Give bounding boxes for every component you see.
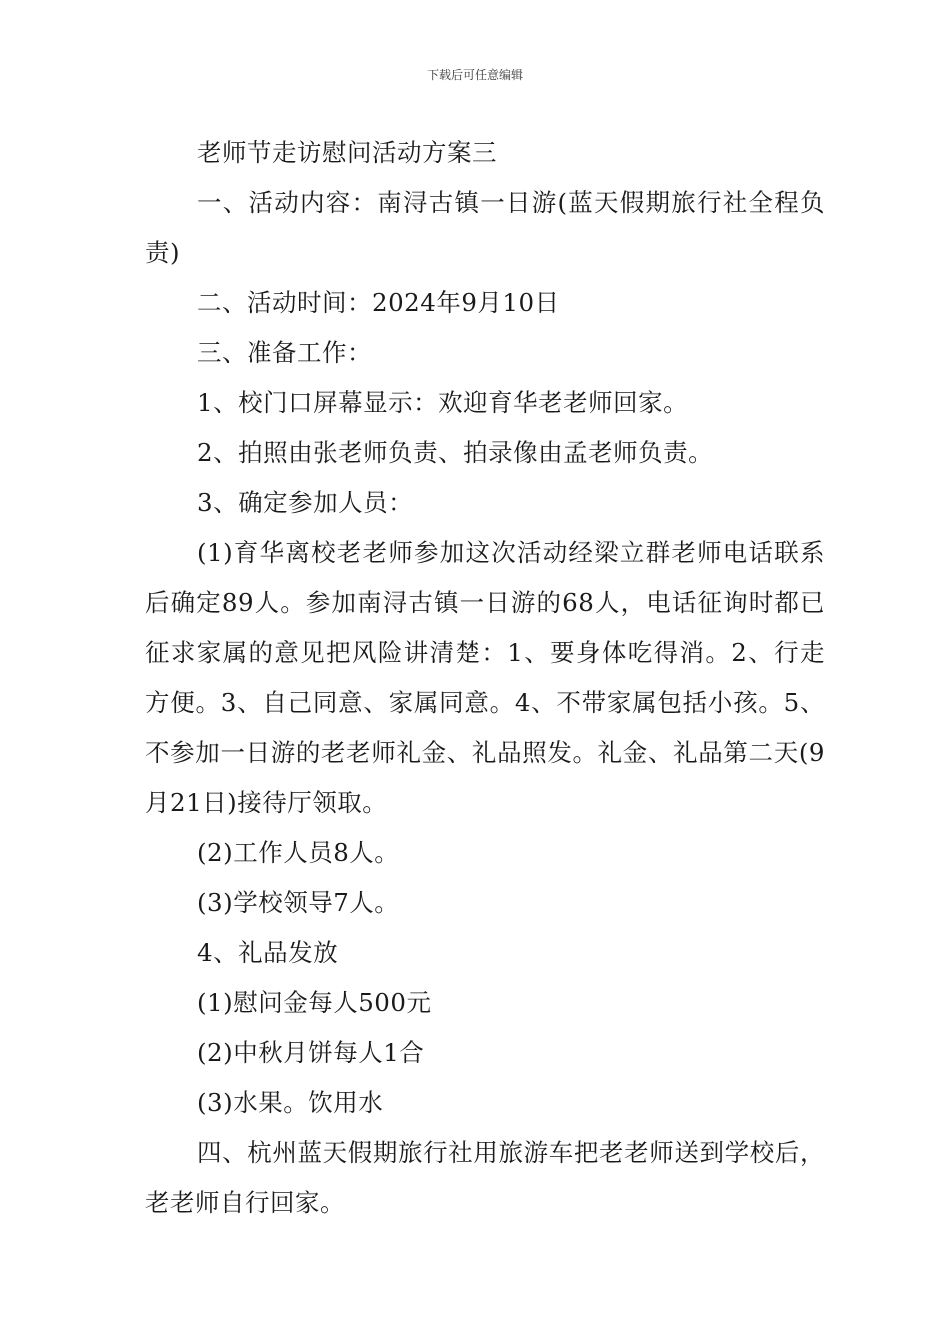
paragraph-leaders: (3)学校领导7人。 — [197, 888, 400, 917]
document-body — [145, 128, 825, 1228]
page-header-note: 下载后可任意编辑 — [426, 68, 523, 82]
paragraph-fruit-water: (3)水果。饮用水 — [197, 1088, 384, 1117]
paragraph-participants-heading: 3、确定参加人员： — [197, 488, 414, 517]
document-title: 老师节走访慰问活动方案三 — [197, 138, 497, 167]
paragraph-mooncakes: (2)中秋月饼每人1合 — [197, 1038, 425, 1067]
paragraph-preparation-heading: 三、准备工作： — [197, 338, 372, 367]
paragraph-return-home: 四、杭州蓝天假期旅行社用旅游车把老老师送到学校后，老老师自行回家。 — [145, 1138, 825, 1217]
paragraph-activity-time: 二、活动时间：2024年9月10日 — [197, 288, 560, 317]
paragraph-condolence-money: (1)慰问金每人500元 — [197, 988, 432, 1017]
paragraph-activity-content: 一、活动内容：南浔古镇一日游(蓝天假期旅行社全程负责) — [145, 188, 825, 267]
paragraph-gifts-heading: 4、礼品发放 — [197, 938, 339, 967]
paragraph-retired-teachers: (1)育华离校老老师参加这次活动经梁立群老师电话联系后确定89人。参加南浔古镇一日游的68人，电话征询时都已征求家属的意见把风险讲清楚：1、要身体吃得消。2、行走方便。3、自己同意、家属同意。4、不带家属包括小孩。5、不参加一日游的老老师礼金、礼品照发。礼金、礼品第二天(9月21日)接待厅领取。 — [145, 538, 825, 817]
paragraph-screen-display: 1、校门口屏幕显示：欢迎育华老老师回家。 — [197, 388, 689, 417]
paragraph-photo-video: 2、拍照由张老师负责、拍录像由孟老师负责。 — [197, 438, 714, 467]
paragraph-staff: (2)工作人员8人。 — [197, 838, 400, 867]
